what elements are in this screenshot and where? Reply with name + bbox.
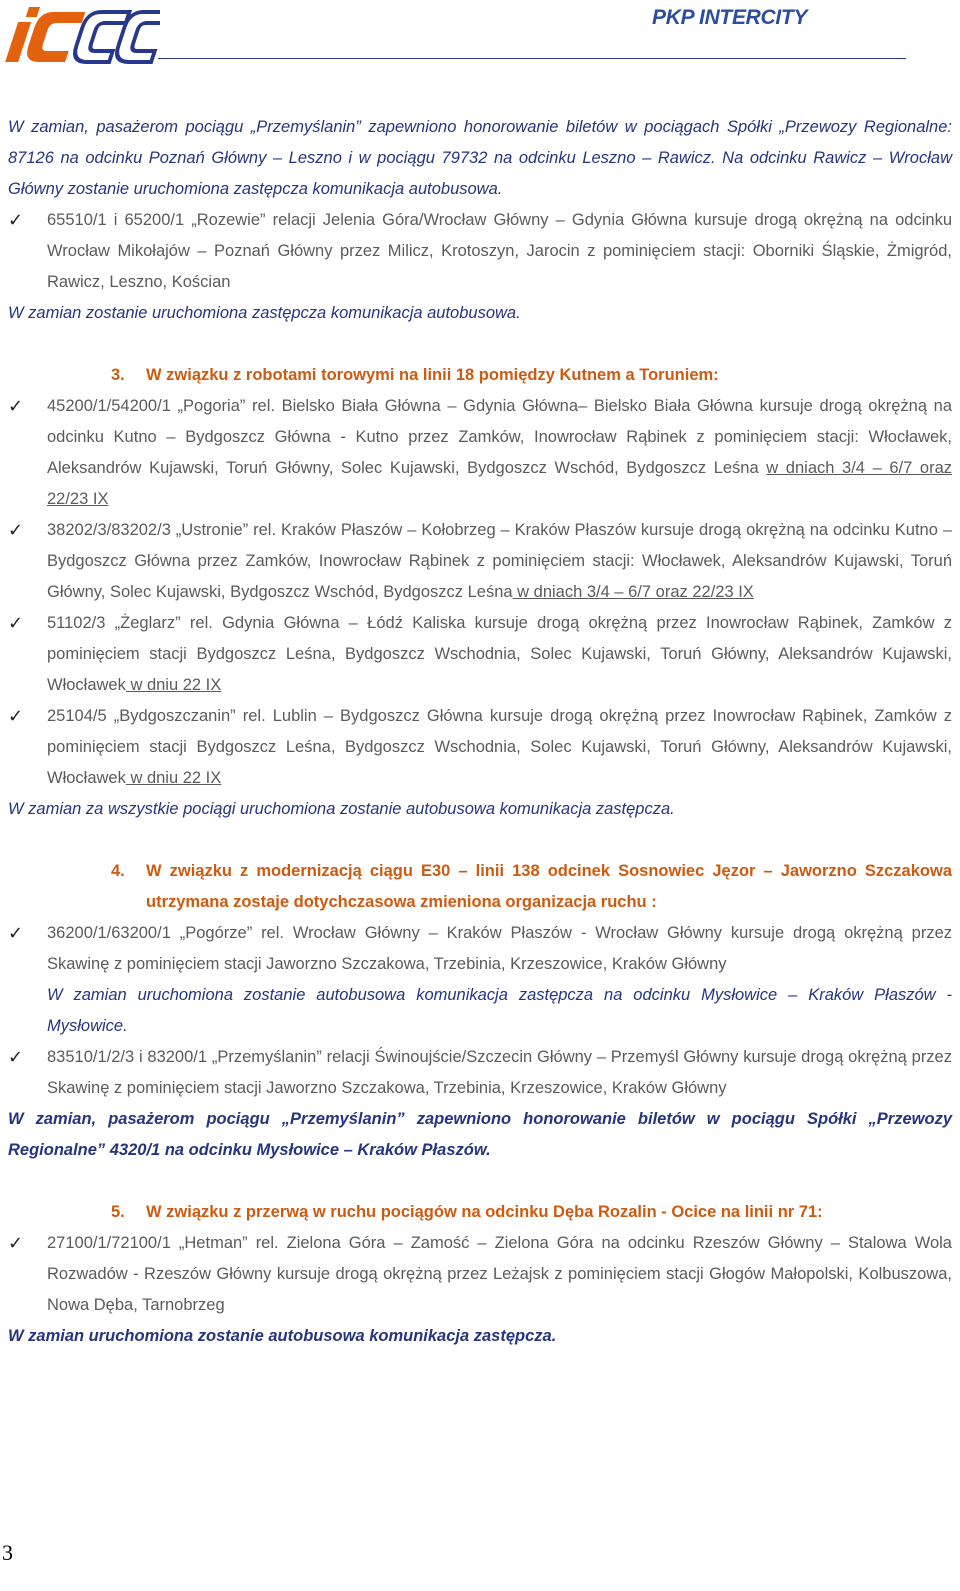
bus-note: W zamian uruchomiona zostanie autobusowa komunikacja zastępcza. [8, 1327, 557, 1345]
list-item [8, 391, 952, 515]
item-text: 45200/1/54200/1 „Pogoria” rel. Bielsko Biała Główna – Gdynia Główna– Bielsko Biała Główna kursuje drogą okrężną na odcinku Kutno – Bydgoszcz Główna - Kutno przez Zamków, Inowrocław Rąbinek z pominięciem stacji: Włocławek, Aleksandrów Kujawski, Toruń Główny, Solec Kujawski, Bydgoszcz Wschód, Bydgoszcz Leśna [47, 397, 952, 477]
item-dates: w dniu 22 IX [125, 676, 222, 694]
item-text: 36200/1/63200/1 „Pogórze” rel. Wrocław Główny – Kraków Płaszów - Wrocław Główny kursuje drogą okrężną przez Skawinę z pominięciem stacji Jaworzno Szczakowa, Trzebinia, Krzeszowice, Kraków Główny [47, 924, 952, 973]
section-number: 5. [111, 1203, 125, 1221]
checkmark-icon: ✓ [8, 1047, 24, 1068]
item-dates: w dniach 3/4 – 6/7 oraz 22/23 IX [512, 583, 754, 601]
item-text: 27100/1/72100/1 „Hetman” rel. Zielona Góra – Zamość – Zielona Góra na odcinku Rzeszów Główny – Stalowa Wola Rozwadów - Rzeszów Główny kursuje drogą okrężną przez Leżajsk z pominięciem stacji Głogów Małopolski, Kolbuszowa, Nowa Dęba, Tarnobrzeg [47, 1234, 952, 1314]
list-item [8, 205, 952, 298]
item-dates: w dniu 22 IX [125, 769, 222, 787]
list-item [8, 701, 952, 794]
page-header [0, 0, 960, 80]
item-text: 38202/3/83202/3 „Ustronie” rel. Kraków Płaszów – Kołobrzeg – Kraków Płaszów kursuje drogą okrężną na odcinku Kutno – Bydgoszcz Główna przez Zamków, Inowrocław Rąbinek z pominięciem stacji: Włocławek, Aleksandrów Kujawski, Toruń Główny, Solec Kujawski, Bydgoszcz Wschód, Bydgoszcz Leśna [47, 521, 952, 601]
section-heading-3 [8, 360, 952, 391]
item-text: 83510/1/2/3 i 83200/1 „Przemyślanin” relacji Świnoujście/Szczecin Główny – Przemyśl Główny kursuje drogą okrężną przez Skawinę z pominięciem stacji Jaworzno Szczakowa, Trzebinia, Krzeszowice, Kraków Główny [47, 1048, 952, 1097]
list-item [8, 515, 952, 608]
item-text: 51102/3 „Żeglarz” rel. Gdynia Główna – Łódź Kaliska kursuje drogą okrężną przez Inowrocław Rąbinek, Zamków z pominięciem stacji Bydgoszcz Leśna, Bydgoszcz Wschodnia, Solec Kujawski, Toruń Główny, Aleksandrów Kujawski, Włocławek [47, 614, 952, 694]
bus-note: W zamian uruchomiona zostanie autobusowa komunikacja zastępcza na odcinku Mysłowice – Kraków Płaszów - Mysłowice. [47, 986, 952, 1035]
section-heading-5 [8, 1197, 952, 1228]
document-body [8, 112, 952, 1352]
bus-note: W zamian zostanie uruchomiona zastępcza komunikacja autobusowa. [8, 304, 521, 322]
checkmark-icon: ✓ [8, 396, 24, 417]
section-title: W związku z przerwą w ruchu pociągów na odcinku Dęba Rozalin - Ocice na linii nr 71: [146, 1203, 823, 1221]
item-dates: w dniach 3/4 – 6/7 oraz 22/23 IX [47, 459, 953, 508]
section-heading-4 [8, 856, 952, 918]
bus-note: W zamian za wszystkie pociągi uruchomiona zostanie autobusowa komunikacja zastępcza. [8, 800, 675, 818]
checkmark-icon: ✓ [8, 520, 24, 541]
section-number: 4. [111, 862, 125, 880]
section-title: W związku z robotami torowymi na linii 18 pomiędzy Kutnem a Toruniem: [146, 366, 719, 384]
intro-note: W zamian, pasażerom pociągu „Przemyślanin” zapewniono honorowanie biletów w pociągach Spółki „Przewozy Regionalne: 87126 na odcinku Poznań Główny – Leszno i w pociągu 79732 na odcinku Leszno – Rawicz. Na odcinku Rawicz – Wrocław Główny zostanie uruchomiona zastępcza komunikacja autobusowa. [8, 118, 952, 198]
checkmark-icon: ✓ [8, 706, 24, 727]
section-number: 3. [111, 366, 125, 384]
page-number: 3 [2, 1540, 13, 1565]
checkmark-icon: ✓ [8, 1233, 24, 1254]
list-item [8, 608, 952, 701]
section-title: W związku z modernizacją ciągu E30 – linii 138 odcinek Sosnowiec Jęzor – Jaworzno Szczakowa utrzymana zostaje dotychczasowa zmieniona organizacja ruchu : [146, 862, 952, 911]
checkmark-icon: ✓ [8, 613, 24, 634]
list-item [8, 918, 952, 980]
checkmark-icon: ✓ [8, 923, 24, 944]
list-item [8, 1228, 952, 1321]
item-text: 65510/1 i 65200/1 „Rozewie” relacji Jelenia Góra/Wrocław Główny – Gdynia Główna kursuje drogą okrężną na odcinku Wrocław Mikołajów – Poznań Główny przez Milicz, Krotoszyn, Jarocin z pominięciem stacji: Oborniki Śląskie, Żmigród, Rawicz, Leszno, Kościan [47, 211, 952, 291]
list-item [8, 1042, 952, 1104]
brand-name: PKP INTERCITY [652, 6, 808, 29]
item-text: 25104/5 „Bydgoszczanin” rel. Lublin – Bydgoszcz Główna kursuje drogą okrężną przez Inowrocław Rąbinek, Zamków z pominięciem stacji Bydgoszcz Leśna, Bydgoszcz Wschodnia, Solec Kujawski, Toruń Główny, Aleksandrów Kujawski, Włocławek [47, 707, 952, 787]
intercity-logo [4, 4, 160, 66]
checkmark-icon: ✓ [8, 210, 24, 231]
header-divider [158, 58, 906, 59]
ticket-note: W zamian, pasażerom pociągu „Przemyślanin” zapewniono honorowanie biletów w pociągu Spółki „Przewozy Regionalne” 4320/1 na odcinku Mysłowice – Kraków Płaszów. [8, 1110, 952, 1159]
